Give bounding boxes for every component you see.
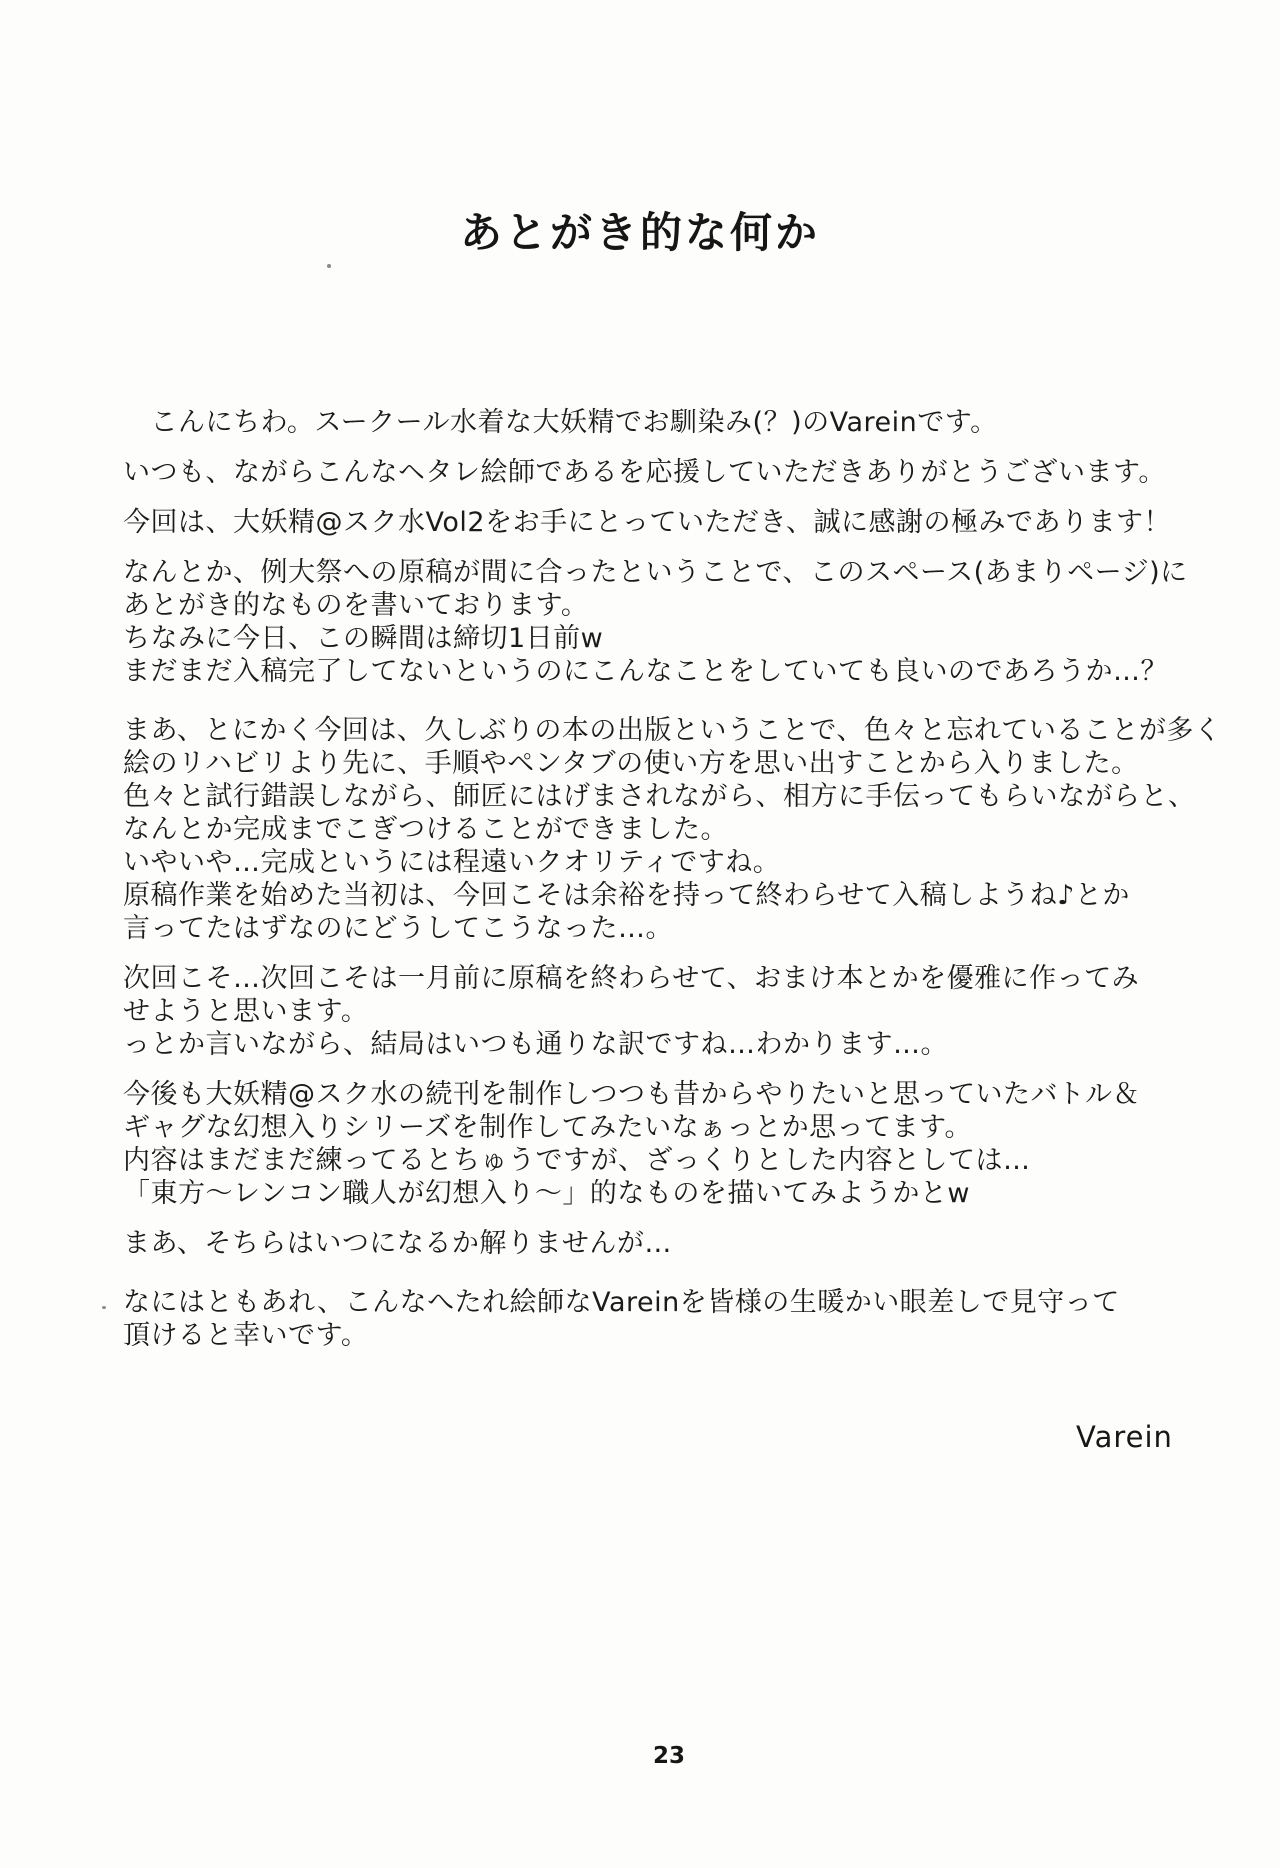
- text-line: 今回は、大妖精@スク水Vol2をお手にとっていただき、誠に感謝の極みであります！: [123, 507, 1171, 538]
- scan-speck: [102, 1306, 106, 1309]
- text-line: 原稿作業を始めた当初は、今回こそは余裕を持って終わらせて入稿しようね♪とか: [123, 880, 1130, 911]
- paragraph: [123, 456, 1193, 489]
- paragraph: [123, 556, 1193, 688]
- text-line: 今後も大妖精@スク水の続刊を制作しつつも昔からやりたいと思っていたバトル＆: [123, 1079, 1140, 1110]
- text-line: 言ってたはずなのにどうしてこうなった…。: [123, 913, 673, 944]
- text-line: あとがき的なものを書いております。: [123, 590, 589, 621]
- paragraph: [123, 506, 1193, 539]
- text-line: 頂けると幸いです。: [123, 1320, 369, 1351]
- text-line: いやいや…完成というには程遠いクオリティですね。: [123, 847, 781, 878]
- text-line: 次回こそ…次回こそは一月前に原稿を終わらせて、おまけ本とかを優雅に作ってみ: [123, 963, 1140, 994]
- text-line: っとか言いながら、結局はいつも通りな訳ですね…わかります…。: [123, 1029, 948, 1060]
- text-line: 「東方～レンコン職人が幻想入り～」的なものを描いてみようかとw: [123, 1178, 970, 1209]
- text-line: なにはともあれ、こんなへたれ絵師なVareinを皆様の生暖かい眼差しで見守って: [123, 1287, 1120, 1318]
- text-line: まあ、とにかく今回は、久しぶりの本の出版ということで、色々と忘れていることが多く: [123, 715, 1222, 746]
- text-line: なんとか完成までこぎつけることができました。: [123, 814, 728, 845]
- scan-speck: [327, 264, 331, 268]
- paragraph: [123, 406, 1193, 439]
- paragraph: [123, 962, 1193, 1061]
- text-line: 内容はまだまだ練ってるとちゅうですが、ざっくりとした内容としては…: [123, 1145, 1031, 1176]
- text-line: 絵のリハビリより先に、手順やペンタブの使い方を思い出すことから入りました。: [123, 748, 1139, 779]
- text-line: なんとか、例大祭への原稿が間に合ったということで、このスペース(あまりページ)に: [123, 557, 1188, 588]
- text-line: いつも、ながらこんなヘタレ絵師であるを応援していただきありがとうございます。: [123, 457, 1166, 488]
- text-line: ちなみに今日、この瞬間は締切1日前w: [123, 623, 604, 654]
- paragraph: [123, 1286, 1193, 1352]
- page-title: あとがき的な何か: [459, 208, 820, 257]
- author-signature: Varein: [1076, 1420, 1173, 1454]
- page-number: 23: [652, 1743, 685, 1769]
- text-line: 色々と試行錯誤しながら、師匠にはげまされながら、相方に手伝ってもらいながらと、: [123, 781, 1196, 812]
- text-line: せようと思います。: [123, 996, 369, 1027]
- paragraph: [123, 1227, 1193, 1260]
- text-line: まだまだ入稿完了してないというのにこんなことをしていても良いのであろうか…？: [123, 656, 1168, 687]
- paragraph: [123, 1078, 1193, 1210]
- afterword-body: [123, 406, 1222, 1369]
- paragraph: [123, 714, 1222, 945]
- text-line: まあ、そちらはいつになるか解りませんが…: [123, 1228, 672, 1259]
- text-line: こんにちわ。スークール水着な大妖精でお馴染み(？)のVareinです。: [123, 407, 998, 438]
- text-line: ギャグな幻想入りシリーズを制作してみたいなぁっとか思ってます。: [123, 1112, 972, 1143]
